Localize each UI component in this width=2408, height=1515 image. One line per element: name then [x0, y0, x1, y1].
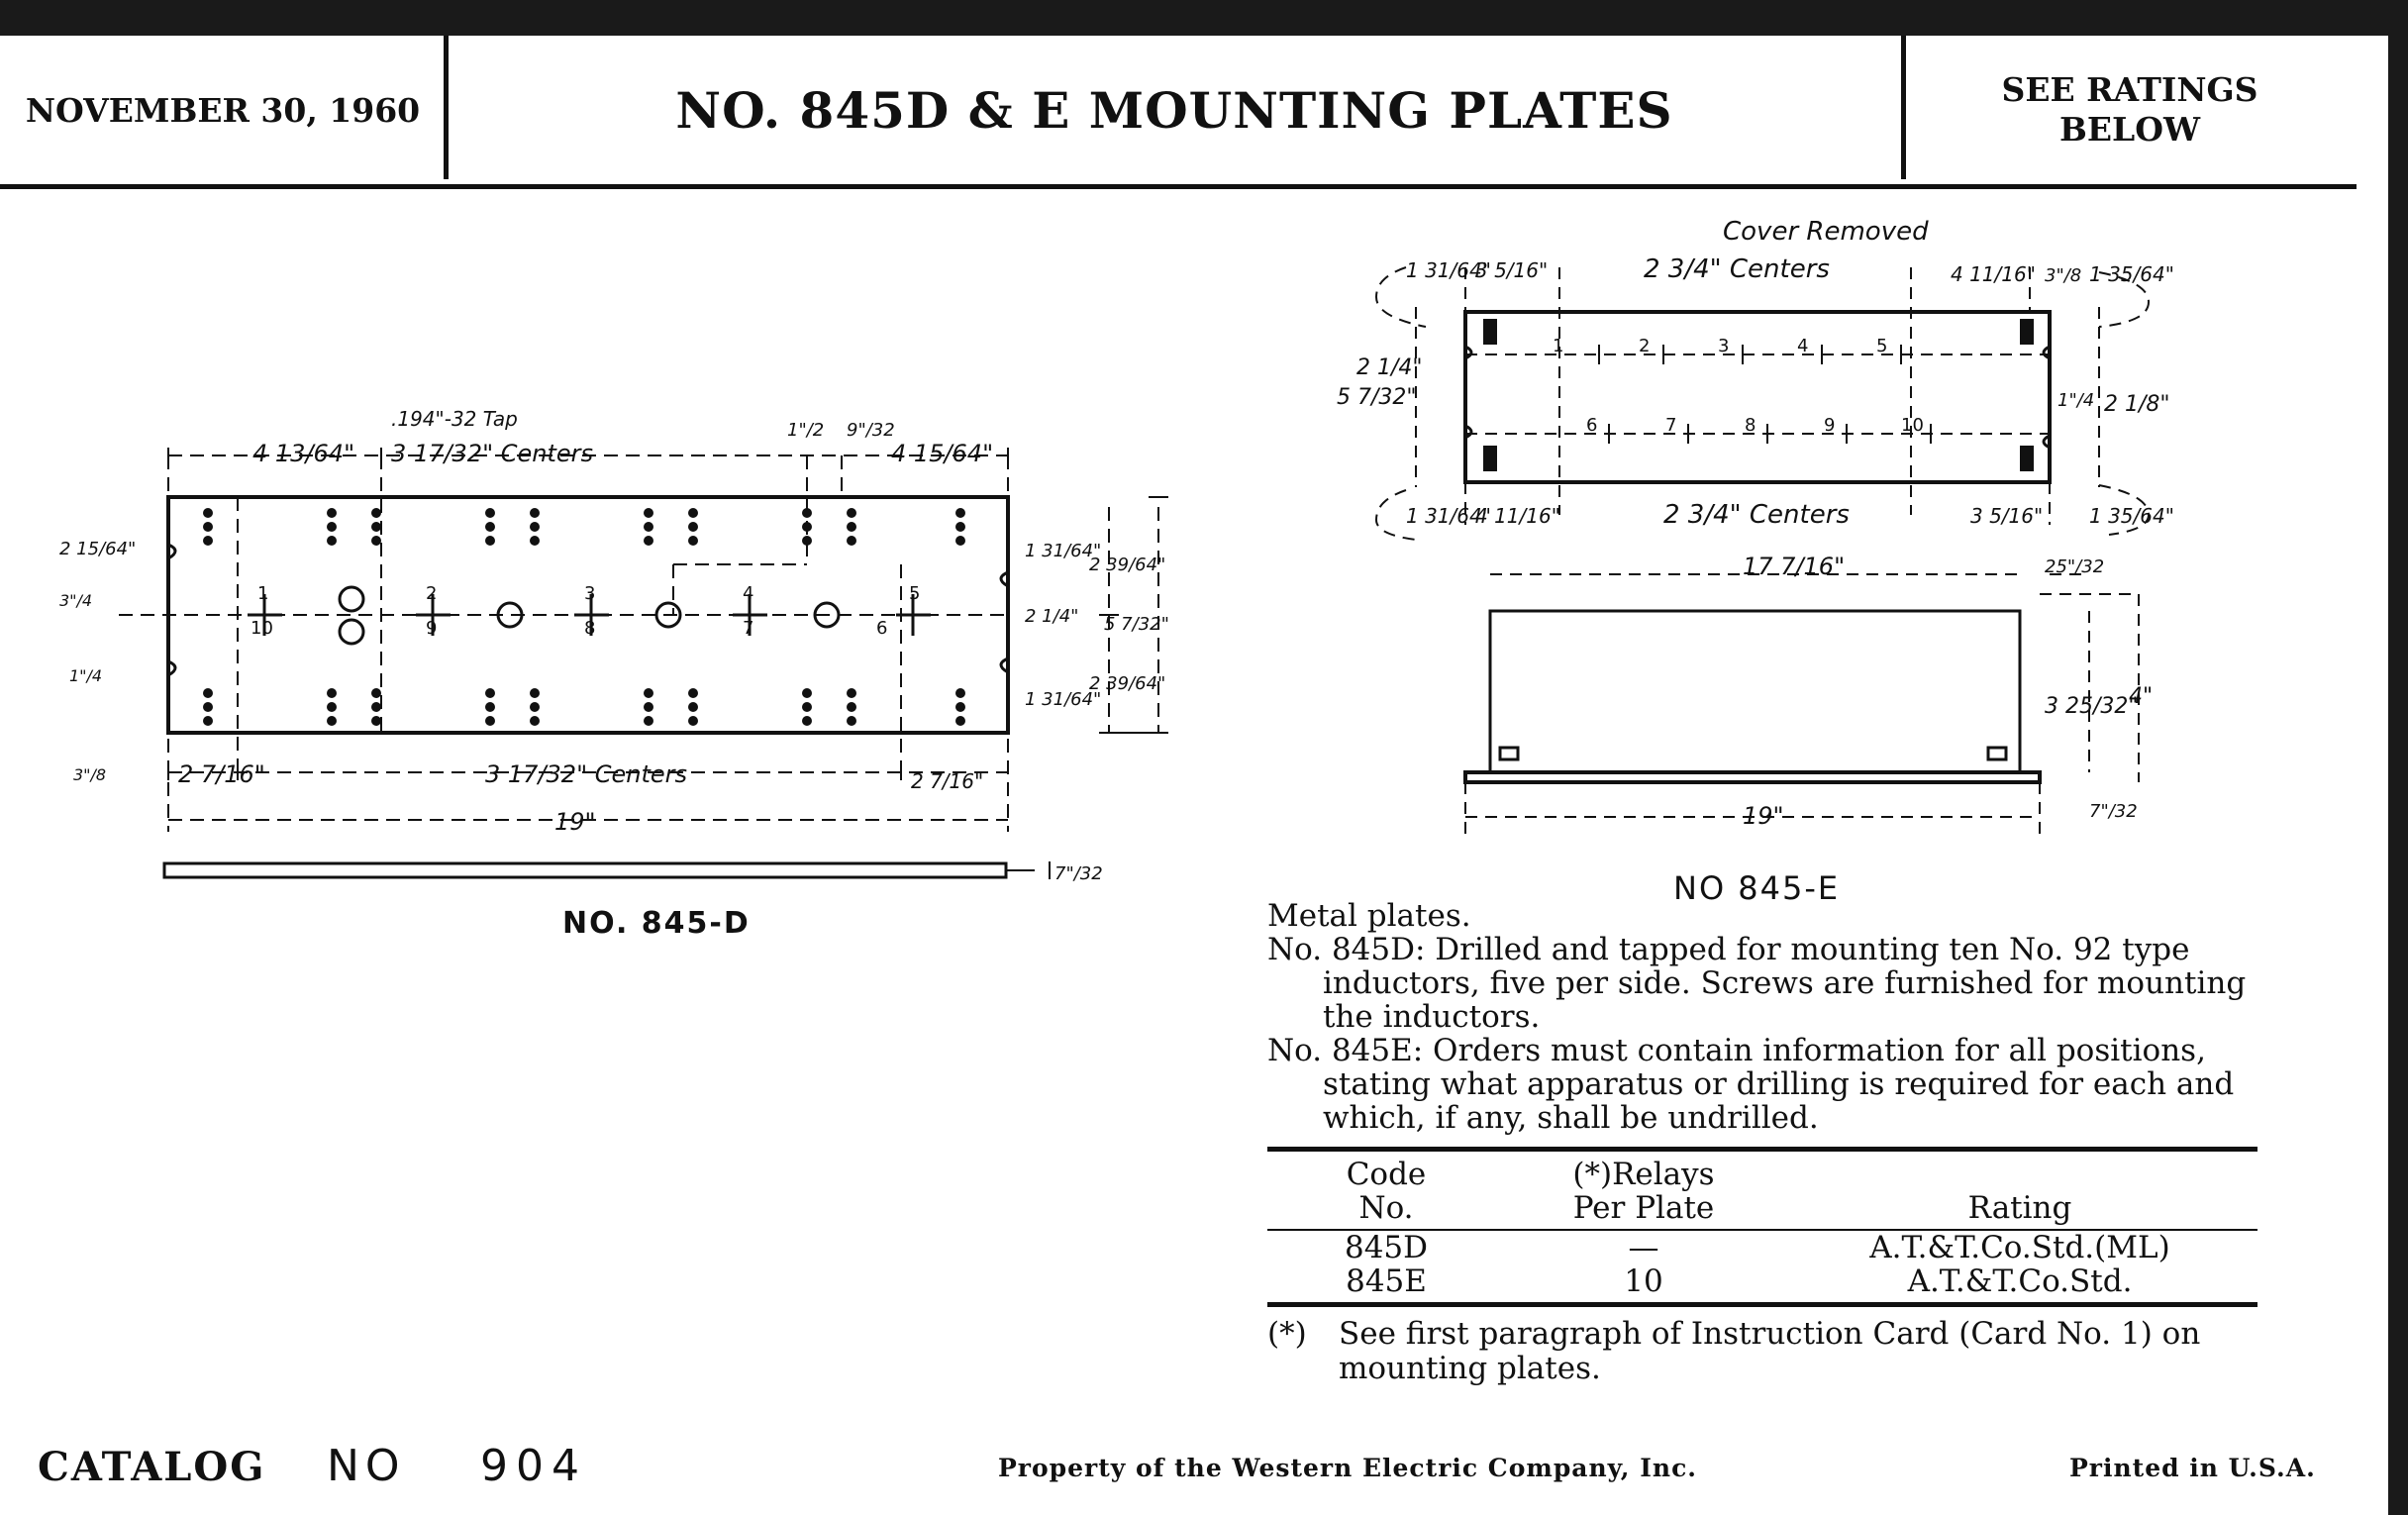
- header-ratings-note: SEE RATINGS BELOW: [2001, 70, 2258, 149]
- table-row: [1267, 1264, 2258, 1298]
- d-bottom-dim-right: 2 7/16": [911, 769, 984, 793]
- d-right-dim-2: 2 39/64": [1089, 555, 1166, 575]
- caption-845d: NO. 845-D: [562, 906, 751, 941]
- e-pos-10: 10: [1901, 415, 1924, 436]
- footer-catalog-no: NO: [327, 1441, 406, 1491]
- e-top-2: 3 5/16": [1475, 258, 1549, 282]
- e-pos-2: 2: [1639, 336, 1651, 356]
- e-top-5: 1 35/64": [2089, 262, 2174, 286]
- ratings-table: [1267, 1147, 2258, 1307]
- footer-printed: Printed in U.S.A.: [2069, 1454, 2316, 1482]
- desc-845d: No. 845D: Drilled and tapped for mounting ten No. 92 type inductors, five per side. Screws are furnished for mounting the inductors.: [1267, 932, 2247, 1035]
- d-pos-3: 3: [584, 583, 596, 604]
- d-right-dim-1: 1 31/64": [1025, 541, 1102, 561]
- table-row: [1267, 1231, 2258, 1264]
- e-top-4: 3"/8: [2045, 265, 2082, 286]
- scan-right-edge: [2388, 0, 2408, 1515]
- e-front-right: 25"/32: [2045, 556, 2105, 577]
- d-top-dim-1: 1"/2: [787, 420, 825, 441]
- d-right-dim-3: 2 1/4": [1025, 606, 1079, 627]
- d-right-dim-6: 2 39/64": [1089, 673, 1166, 694]
- d-top-dim-right: 4 15/64": [891, 440, 994, 467]
- desc-845e: No. 845E: Orders must contain information for all positions, stating what apparatus or drilling is required for each and which, if any, shall be undrilled.: [1267, 1033, 2235, 1136]
- e-left-2: 2 1/4": [1356, 355, 1423, 380]
- e-bot-centers: 2 3/4" Centers: [1663, 500, 1850, 530]
- e-top-1: 1 31/64": [1406, 258, 1491, 282]
- e-pos-7: 7: [1665, 415, 1677, 436]
- e-pos-6: 6: [1586, 415, 1598, 436]
- row-relays: —: [1628, 1230, 1659, 1265]
- page-title: NO. 845D & E MOUNTING PLATES: [675, 80, 1673, 140]
- description: [1267, 899, 2258, 1135]
- e-pos-4: 4: [1797, 336, 1809, 356]
- e-pos-5: 5: [1876, 336, 1888, 356]
- d-right-dim-5: 1 31/64": [1025, 689, 1102, 710]
- drawing-845e-top: [1337, 208, 2208, 545]
- e-bot-2: 4 11/16": [1475, 504, 1560, 528]
- table-bottom-rule: [1267, 1302, 2258, 1307]
- footer-catalog: CATALOG: [38, 1444, 266, 1490]
- page-header: [0, 36, 2357, 189]
- e-pos-1: 1: [1553, 336, 1564, 356]
- e-bot-4: 1 35/64": [2089, 504, 2174, 528]
- d-tap-label: .194"-32 Tap: [391, 407, 518, 431]
- d-pos-5: 5: [909, 583, 921, 604]
- e-top-centers: 2 3/4" Centers: [1644, 254, 1830, 284]
- e-top-3: 4 11/16": [1951, 262, 2036, 286]
- footnote: [1267, 1317, 2258, 1386]
- col-relays: (*)Relays Per Plate: [1572, 1157, 1715, 1226]
- e-right-1: 1"/4: [2057, 390, 2095, 411]
- header-date: NOVEMBER 30, 1960: [25, 90, 421, 130]
- e-bot-1: 1 31/64": [1406, 504, 1491, 528]
- drawing-845d: [59, 396, 1208, 931]
- e-front-height: 3 25/32": [2045, 694, 2139, 719]
- drawing-845e-front: [1446, 555, 2178, 861]
- d-pos-1: 1: [257, 583, 269, 604]
- col-code: Code No.: [1346, 1157, 1427, 1226]
- e-pos-8: 8: [1745, 415, 1756, 436]
- d-top-centers: 3 17/32" Centers: [391, 440, 594, 467]
- footnote-text: See first paragraph of Instruction Card (Card No. 1) on mounting plates.: [1339, 1316, 2201, 1386]
- d-top-dim-left: 4 13/64": [252, 440, 355, 467]
- e-front-overall: 19": [1743, 802, 1784, 830]
- scan-top-edge: [0, 0, 2408, 36]
- d-left-dim-4: 3"/8: [73, 765, 107, 784]
- e-left-1: 5 7/32": [1337, 385, 1417, 410]
- e-pos-3: 3: [1718, 336, 1730, 356]
- row-code: 845E: [1346, 1263, 1427, 1299]
- e-bot-3: 3 5/16": [1970, 504, 2044, 528]
- d-top-dim-2: 9"/32: [847, 420, 895, 441]
- e-front-thick: 7"/32: [2089, 801, 2138, 822]
- row-relays: 10: [1624, 1263, 1663, 1299]
- e-front-total: 4": [2129, 684, 2154, 709]
- d-left-dim-2: 3"/4: [59, 591, 93, 610]
- col-rating: Rating: [1967, 1190, 2072, 1226]
- d-left-dim-1: 2 15/64": [59, 539, 137, 559]
- header-divider-left: [444, 36, 449, 179]
- e-front-width: 17 7/16": [1743, 553, 1846, 580]
- row-code: 845D: [1344, 1230, 1429, 1265]
- d-pos-10: 10: [251, 618, 273, 639]
- e-cover-removed: Cover Removed: [1723, 217, 1929, 247]
- d-bottom-centers: 3 17/32" Centers: [485, 760, 688, 788]
- row-rating: A.T.&T.Co.Std.: [1907, 1263, 2133, 1299]
- d-pos-4: 4: [743, 583, 754, 604]
- d-thickness: 7"/32: [1054, 863, 1103, 884]
- e-pos-9: 9: [1824, 415, 1836, 436]
- d-pos-2: 2: [426, 583, 438, 604]
- table-header: [1267, 1152, 2258, 1229]
- row-rating: A.T.&T.Co.Std.(ML): [1869, 1230, 2170, 1265]
- d-right-dim-4: 5 7/32": [1104, 614, 1169, 635]
- d-pos-9: 9: [426, 618, 438, 639]
- d-bottom-dim-left: 2 7/16": [178, 760, 265, 788]
- e-right-2: 2 1/8": [2104, 392, 2170, 417]
- d-pos-8: 8: [584, 618, 596, 639]
- d-pos-7: 7: [743, 618, 754, 639]
- d-overall: 19": [554, 808, 596, 836]
- d-pos-6: 6: [876, 618, 888, 639]
- footnote-mark: (*): [1267, 1316, 1307, 1352]
- caption-845e: NO 845-E: [1673, 869, 1841, 907]
- desc-intro: Metal plates.: [1267, 898, 1471, 934]
- header-divider-right: [1901, 36, 1906, 179]
- footer-catalog-number: 904: [480, 1441, 587, 1491]
- footer-property: Property of the Western Electric Company, Inc.: [998, 1454, 1698, 1482]
- d-left-dim-3: 1"/4: [69, 666, 103, 685]
